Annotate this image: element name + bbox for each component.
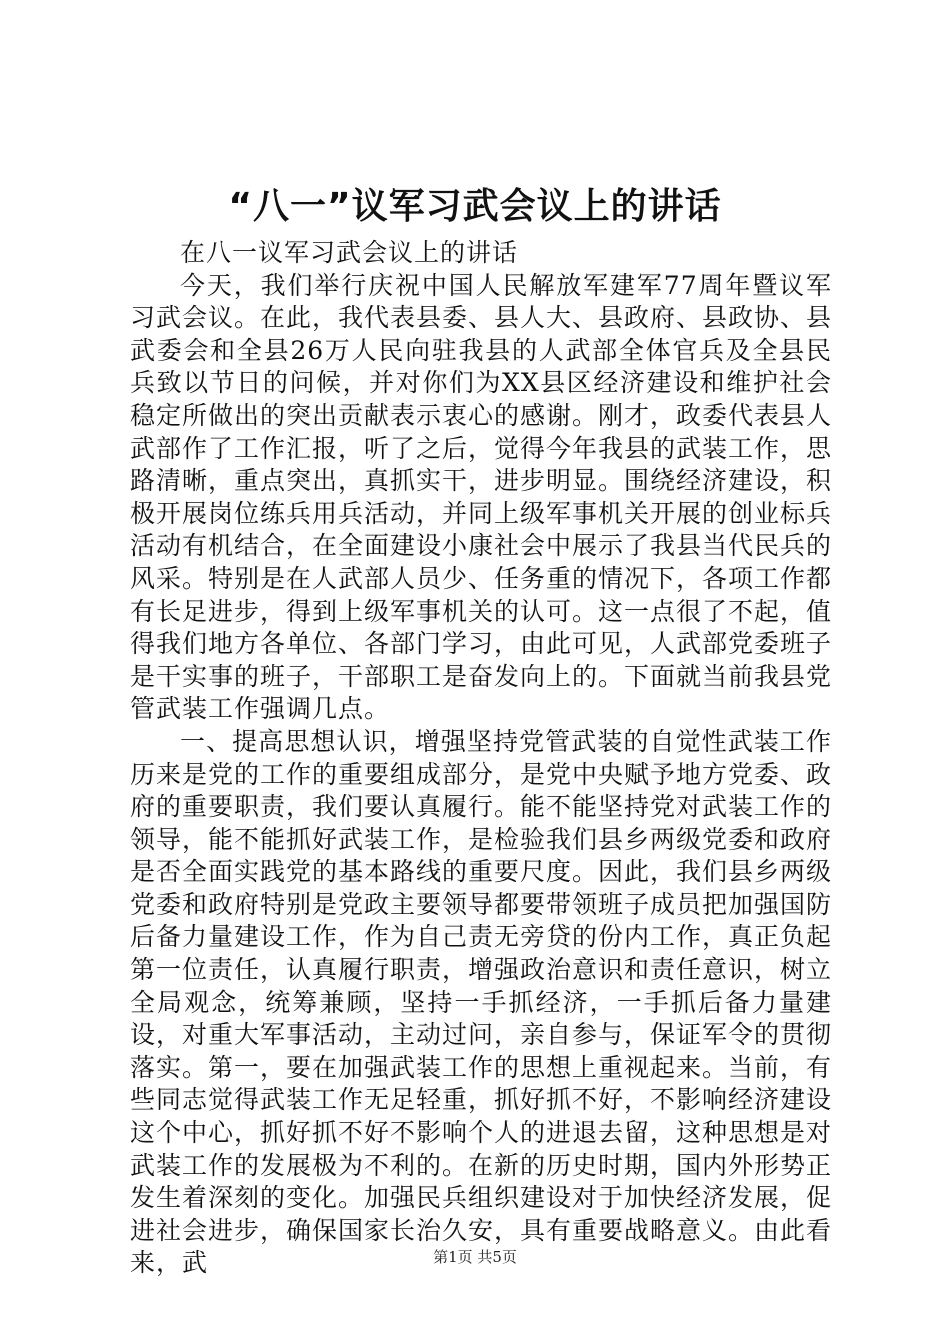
document-body (130, 237, 832, 1280)
paragraph-section-one: 一、提高思想认识，增强坚持党管武装的自觉性武装工作历来是党的工作的重要组成部分，是党中央赋予地方党委、政府的重要职责，我们要认真履行。能不能坚持党对武装工作的领导，能不能抓好武装工作，是检验我们县乡两级党委和政府是否全面实践党的基本路线的重要尺度。因此，我们县乡两级党委和政府特别是党政主要领导都要带领班子成员把加强国防后备力量建设工作，作为自己责无旁贷的份内工作，真正负起第一位责任，认真履行职责，增强政治意识和责任意识，树立全局观念，统筹兼顾，坚持一手抓经济，一手抓后备力量建设，对重大军事活动，主动过问，亲自参与，保证军令的贯彻落实。第一，要在加强武装工作的思想上重视起来。当前，有些同志觉得武装工作无足轻重，抓好抓不好，不影响经济建设这个中心，抓好抓不好不影响个人的进退去留，这种思想是对武装工作的发展极为不利的。在新的历史时期，国内外形势正发生着深刻的变化。加强民兵组织建设对于加快经济发展，促进社会进步，确保国家长治久安，具有重要战略意义。由此看来，武 (130, 726, 833, 1278)
paragraph-opening: 今天，我们举行庆祝中国人民解放军建军77周年暨议军习武会议。在此，我代表县委、县人大、县政府、县政协、县武委会和全县26万人民向驻我县的人武部全体官兵及全县民兵致以节日的问候，并对你们为XX县区经济建设和维护社会稳定所做出的突出贡献表示衷心的感谢。刚才，政委代表县人武部作了工作汇报，听了之后，觉得今年我县的武装工作，思路清晰，重点突出，真抓实干，进步明显。围绕经济建设，积极开展岗位练兵用兵活动，并同上级军事机关开展的创业标兵活动有机结合，在全面建设小康社会中展示了我县当代民兵的风采。特别是在人武部人员少、任务重的情况下，各项工作都有长足进步，得到上级军事机关的认可。这一点很了不起，值得我们地方各单位、各部门学习，由此可见，人武部党委班子是干实事的班子，干部职工是奋发向上的。下面就当前我县党管武装工作强调几点。 (130, 270, 833, 724)
page-footer: 第1页 共5页 (433, 1248, 517, 1266)
paragraph-subtitle: 在八一议军习武会议上的讲话 (180, 238, 519, 267)
document-title: “八一”议军习武会议上的讲话 (228, 186, 722, 227)
